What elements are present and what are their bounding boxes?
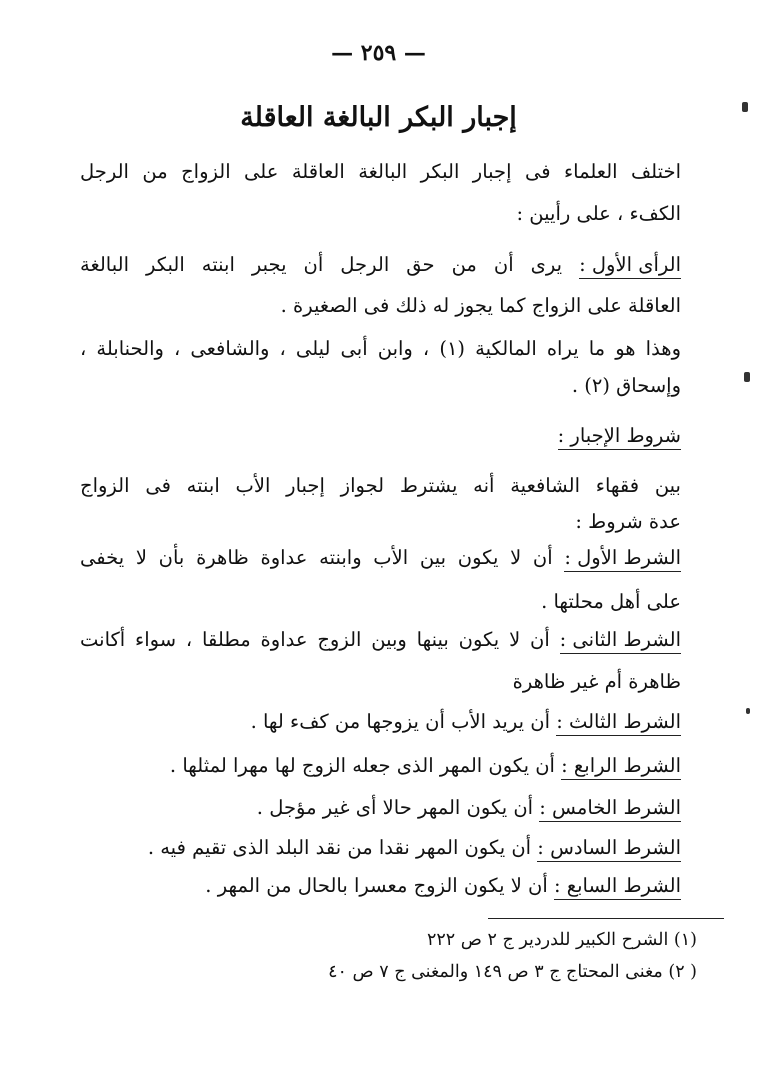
condition-text: أن يكون المهر الذى جعله الزوج لها مهرا لمثلها . xyxy=(169,754,555,777)
footnote-2: ( ٢) مغنى المحتاج ج ٣ ص ١٤٩ والمغنى ج ٧ ص ٤٠ xyxy=(328,962,697,982)
condition-2 xyxy=(80,628,681,654)
intro-line-2: الكفء ، على رأيين : xyxy=(516,202,681,225)
condition-3 xyxy=(251,710,681,736)
condition-2-continuation: ظاهرة أم غير ظاهرة xyxy=(512,670,681,693)
condition-text: أن يكون المهر حالا أى غير مؤجل . xyxy=(256,796,534,819)
shafii-intro-line-1: بين فقهاء الشافعية أنه يشترط لجواز إجبار الأب ابنته فى الزواج xyxy=(80,474,681,497)
condition-text: أن يريد الأب أن يزوجها من كفء لها . xyxy=(250,710,550,733)
condition-1 xyxy=(80,546,681,572)
footnote-1: (١) الشرح الكبير للدردير ج ٢ ص ٢٢٢ xyxy=(427,930,697,950)
footnote-divider xyxy=(488,918,724,919)
conditions-heading xyxy=(558,424,681,450)
condition-label: الشرط الخامس : xyxy=(539,796,681,822)
holders-line-2: وإسحاق (٢) . xyxy=(571,374,681,397)
first-opinion-text: يرى أن من حق الرجل أن يجبر ابنته البكر البالغة xyxy=(80,253,563,276)
condition-label: الشرط الرابع : xyxy=(561,754,681,780)
conditions-heading-text: شروط الإجبار : xyxy=(558,424,681,450)
page-edge-mark xyxy=(744,372,750,382)
condition-label: الشرط الثانى : xyxy=(560,628,681,654)
condition-text: أن لا يكون الزوج معسرا بالحال من المهر . xyxy=(205,874,548,897)
shafii-intro-line-2: عدة شروط : xyxy=(575,510,681,533)
first-opinion-label: الرأى الأول : xyxy=(579,253,681,279)
page-number: — ٢٥٩ — xyxy=(331,40,426,66)
condition-text: أن يكون المهر نقدا من نقد البلد الذى تقيم فيه . xyxy=(147,836,532,859)
condition-label: الشرط الأول : xyxy=(564,546,681,572)
condition-label: الشرط الثالث : xyxy=(556,710,681,736)
condition-5 xyxy=(257,796,681,822)
page-edge-mark xyxy=(746,708,750,714)
first-opinion-line-1 xyxy=(80,253,681,279)
condition-6 xyxy=(148,836,681,862)
holders-line-1: وهذا هو ما يراه المالكية (١) ، وابن أبى ليلى ، والشافعى ، والحنابلة ، xyxy=(80,337,682,360)
intro-line-1: اختلف العلماء فى إجبار البكر البالغة العاقلة على الزواج من الرجل xyxy=(80,160,681,183)
condition-text: أن لا يكون بين الأب وابنته عداوة ظاهرة بأن لا يخفى xyxy=(80,546,553,569)
condition-7 xyxy=(205,874,681,900)
condition-1-continuation: على أهل محلتها . xyxy=(541,590,681,613)
page-title: إجبار البكر البالغة العاقلة xyxy=(240,102,517,133)
condition-text: أن لا يكون بينها وبين الزوج عداوة مطلقا ، سواء أكانت xyxy=(80,628,550,651)
condition-label: الشرط السادس : xyxy=(537,836,681,862)
condition-4 xyxy=(170,754,681,780)
first-opinion-line-2: العاقلة على الزواج كما يجوز له ذلك فى الصغيرة . xyxy=(280,294,681,317)
condition-label: الشرط السابع : xyxy=(554,874,681,900)
